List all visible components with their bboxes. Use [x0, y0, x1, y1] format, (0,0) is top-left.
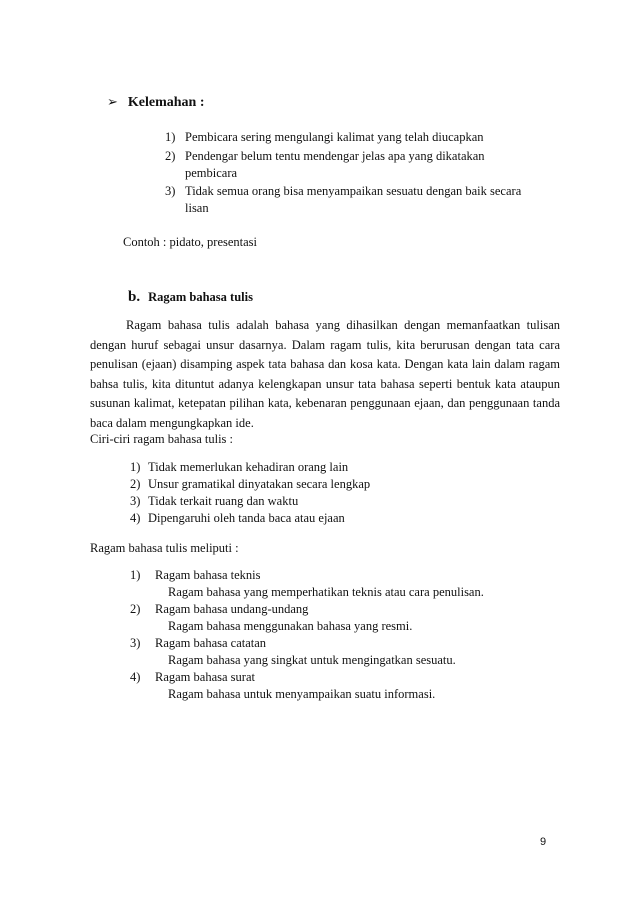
ciri-title: Ciri-ciri ragam bahasa tulis :: [90, 432, 234, 446]
list-item: 3) Ragam bahasa catatan: [130, 636, 267, 650]
arrow-bullet-icon: ➢: [107, 95, 118, 110]
list-item: 3) Tidak semua orang bisa menyampaikan sesuatu dengan baik secara: [165, 184, 522, 198]
list-item: 2) Ragam bahasa undang-undang: [130, 602, 309, 616]
list-item-description: Ragam bahasa yang singkat untuk mengingatkan sesuatu.: [168, 653, 456, 667]
list-item: 3) Tidak terkait ruang dan waktu: [130, 494, 299, 508]
list-item-continuation: pembicara: [185, 166, 238, 180]
section-b-heading: [128, 288, 253, 306]
list-item-continuation: lisan: [185, 201, 209, 215]
list-item: 1) Ragam bahasa teknis: [130, 568, 261, 582]
contoh-text: Contoh : pidato, presentasi: [123, 235, 258, 249]
list-item-description: Ragam bahasa untuk menyampaikan suatu informasi.: [168, 687, 436, 701]
list-item: 1) Tidak memerlukan kehadiran orang lain: [130, 460, 349, 474]
list-item-description: Ragam bahasa yang memperhatikan teknis atau cara penulisan.: [168, 585, 484, 599]
kelemahan-heading: [107, 93, 205, 111]
list-item: 1) Pembicara sering mengulangi kalimat yang telah diucapkan: [165, 130, 484, 144]
list-item: 4) Ragam bahasa surat: [130, 670, 255, 684]
list-item: 2) Unsur gramatikal dinyatakan secara lengkap: [130, 477, 371, 491]
page-number: 9: [540, 836, 547, 848]
kelemahan-title: Kelemahan :: [127, 95, 205, 110]
section-paragraph: Ragam bahasa tulis adalah bahasa yang dihasilkan dengan memanfaatkan tulisan dengan huruf sebagai unsur dasarnya. Dalam ragam tulis, kita berurusan dengan tata cara penulisan (ejaan) disamping aspek tata bahasa dan kosa kata. Dengan kata lain dalam ragam bahsa tulis, kita dituntut adanya kelengkapan unsur tata bahasa seperti bentuk kata ataupun susunan kalimat, ketepatan pilihan kata, kebenaran penggunaan ejaan, dan penggunaan tanda baca dalam mengungkapkan ide.: [90, 318, 560, 430]
section-title: Ragam bahasa tulis: [148, 290, 253, 304]
section-letter: b.: [128, 289, 141, 305]
meliputi-title: Ragam bahasa tulis meliputi :: [90, 541, 239, 555]
list-item-description: Ragam bahasa menggunakan bahasa yang resmi.: [168, 619, 413, 633]
list-item: 2) Pendengar belum tentu mendengar jelas apa yang dikatakan: [165, 149, 485, 163]
list-item: 4) Dipengaruhi oleh tanda baca atau ejaan: [130, 511, 345, 525]
